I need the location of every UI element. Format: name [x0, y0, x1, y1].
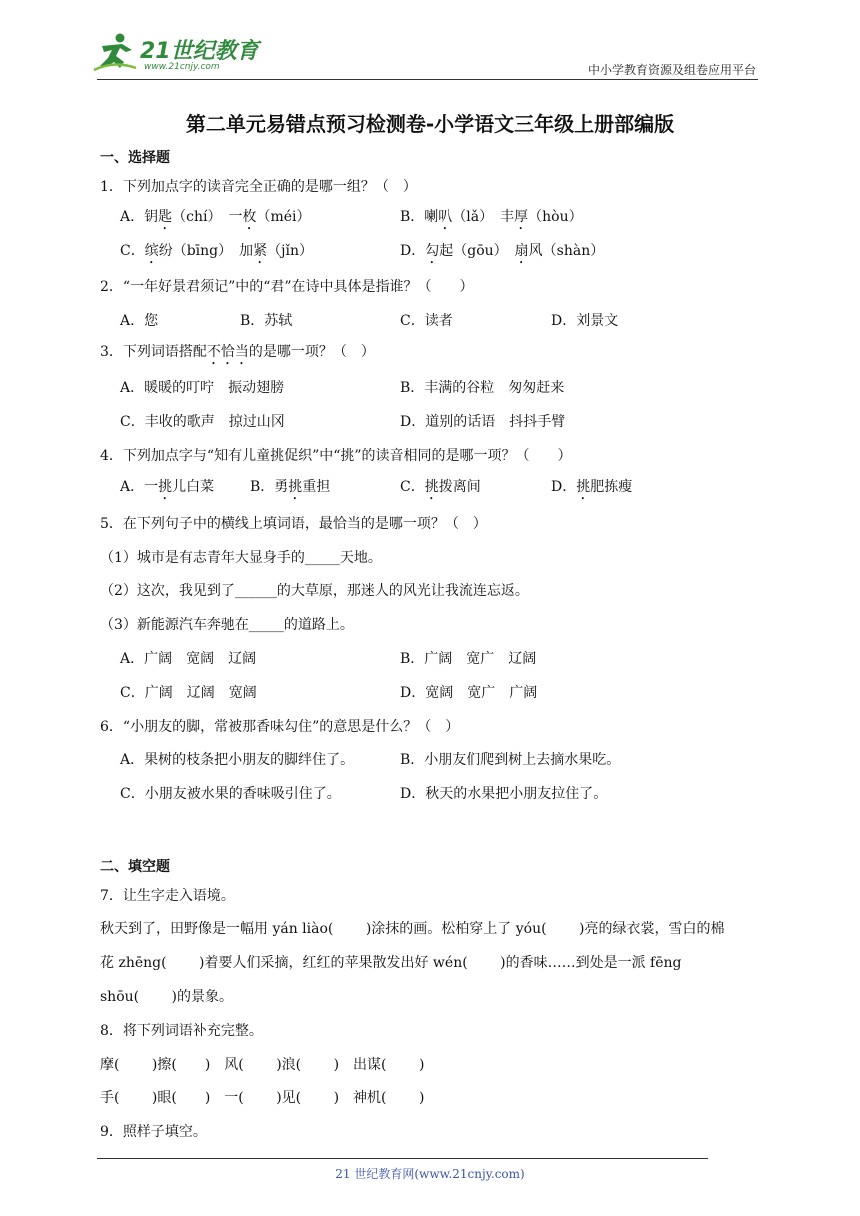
- logo-url: www.21cnjy.com: [144, 62, 220, 72]
- q2-option-c: C．读者: [400, 313, 453, 329]
- q5-sentence-2: （2）这次，我见到了______的大草原，那迷人的风光让我流连忘返。: [100, 583, 529, 599]
- runner-logo-icon: [92, 32, 138, 72]
- q3-option-a: A．暖暖的叮咛 振动翅膀: [120, 380, 285, 396]
- section-fill-heading: 二、填空题: [100, 859, 170, 875]
- q5-sentence-1: （1）城市是有志青年大显身手的_____天地。: [100, 550, 382, 566]
- q3-option-b: B．丰满的谷粒 匆匆赶来: [400, 380, 565, 396]
- q7-stem: 7．让生字走入语境。: [100, 888, 235, 904]
- q4-option-d: D．挑肥拣瘦: [551, 479, 633, 495]
- section-choice-heading: 一、选择题: [100, 150, 170, 166]
- q4-stem: 4．下列加点字与“知有儿童挑促织”中“挑”的读音相同的是哪一项？（ ）: [100, 448, 572, 464]
- q2-option-d: D．刘景文: [551, 313, 619, 329]
- q8-row-2: 手( )眼( ) 一( )见( ) 神机( ): [100, 1090, 425, 1106]
- q7-paragraph-line-1: 秋天到了，田野像是一幅用 yán liào( )涂抹的画。松柏穿上了 yóu( )亮的绿衣裳，雪白的棉: [100, 921, 725, 937]
- q1-stem: 1．下列加点字的读音完全正确的是哪一组？（ ）: [100, 179, 417, 195]
- q6-option-c: C．小朋友被水果的香味吸引住了。: [120, 786, 341, 802]
- q5-option-b: B．广阔 宽广 辽阔: [400, 651, 537, 667]
- q2-option-a: A．您: [120, 313, 159, 329]
- q6-option-d: D．秋天的水果把小朋友拉住了。: [400, 786, 608, 802]
- q7-paragraph-line-3: shōu( )的景象。: [100, 989, 234, 1005]
- q6-option-a: A．果树的枝条把小朋友的脚绊住了。: [120, 752, 355, 768]
- q7-paragraph-line-2: 花 zhēng( )着要人们采摘，红红的苹果散发出好 wén( )的香味……到处是一派 fēng: [100, 955, 682, 971]
- footer-divider: [97, 1158, 708, 1159]
- q1-option-c: C．缤纷（bīng） 加紧（jǐn）: [120, 243, 313, 259]
- q2-stem: 2．“一年好景君须记”中的“君”在诗中具体是指谁？（ ）: [100, 279, 474, 295]
- q3-option-d: D．道别的话语 抖抖手臂: [400, 414, 566, 430]
- q8-stem: 8．将下列词语补充完整。: [100, 1023, 263, 1039]
- q2-option-b: B．苏轼: [240, 313, 293, 329]
- q5-option-a: A．广阔 宽阔 辽阔: [120, 651, 257, 667]
- q1-option-a: A．钥匙（chí） 一枚（méi）: [120, 209, 311, 225]
- q5-option-d: D．宽阔 宽广 广阔: [400, 685, 538, 701]
- logo-text: 21世纪教育: [140, 39, 259, 64]
- q6-option-b: B．小朋友们爬到树上去摘水果吃。: [400, 752, 621, 768]
- logo: [92, 32, 262, 78]
- q9-stem: 9．照样子填空。: [100, 1124, 207, 1140]
- q3-stem: 3．下列词语搭配不恰当的是哪一项？（ ）: [100, 344, 375, 360]
- q1-option-d: D．勾起（gōu） 扇风（shàn）: [400, 243, 605, 259]
- header-divider: [97, 79, 758, 80]
- q6-stem: 6．“小朋友的脚，常被那香味勾住”的意思是什么？（ ）: [100, 719, 460, 735]
- header-platform-text: 中小学教育资源及组卷应用平台: [587, 63, 756, 77]
- q4-option-b: B．勇挑重担: [250, 479, 331, 495]
- q5-stem: 5．在下列句子中的横线上填词语，最恰当的是哪一项？（ ）: [100, 516, 487, 532]
- page-title: 第二单元易错点预习检测卷-小学语文三年级上册部编版: [185, 112, 675, 136]
- q4-option-c: C．挑拨离间: [400, 479, 481, 495]
- footer-source: 21 世纪教育网(www.21cnjy.com): [335, 1167, 525, 1181]
- page-header: [0, 0, 860, 80]
- q3-option-c: C．丰收的歌声 掠过山冈: [120, 414, 285, 430]
- q8-row-1: 摩( )擦( ) 风( )浪( ) 出谋( ): [100, 1057, 425, 1073]
- q5-option-c: C．广阔 辽阔 宽阔: [120, 685, 257, 701]
- q5-sentence-3: （3）新能源汽车奔驰在_____的道路上。: [100, 617, 354, 633]
- q1-option-b: B．喇叭（lǎ） 丰厚（hòu）: [400, 209, 583, 225]
- q4-option-a: A．一挑儿白菜: [120, 479, 215, 495]
